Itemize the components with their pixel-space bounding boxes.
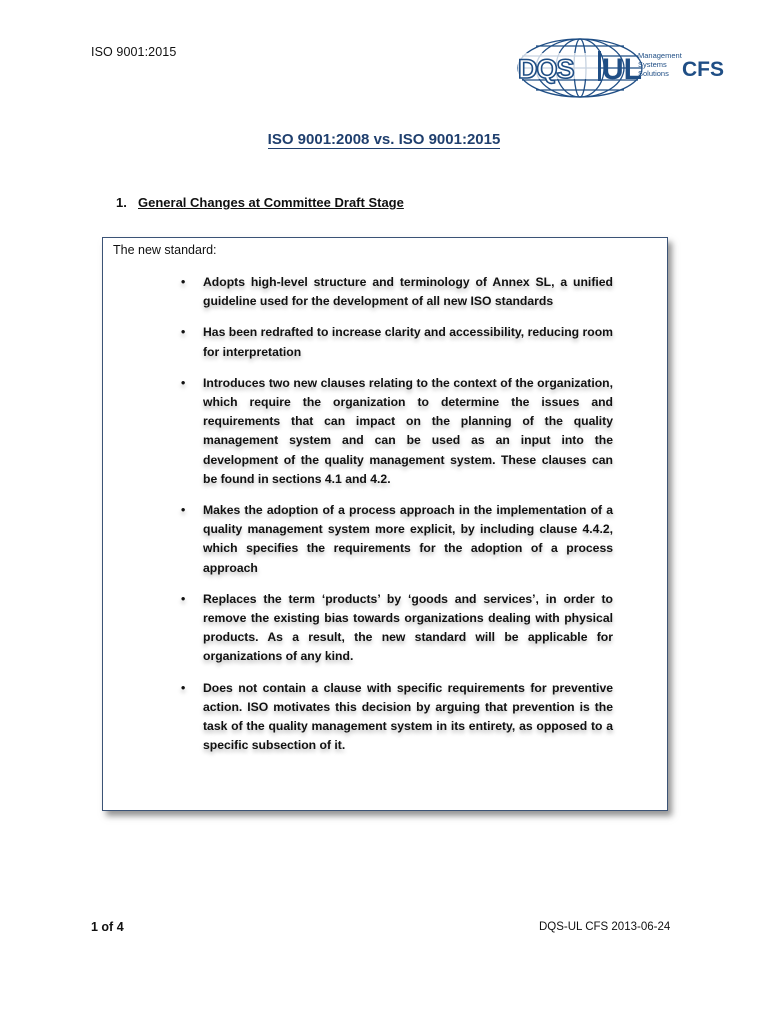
list-item-text: Introduces two new clauses relating to the context of the organization, which require the organization to determine the issues and requirements that can impact on the planning of the quality management system and can be used as an input into the development of the quality management system. These clauses can be found in sections 4.1 and 4.2. <box>203 375 613 486</box>
page-number: 1 of 4 <box>91 920 124 934</box>
list-item <box>181 374 613 489</box>
bullet-icon: • <box>181 503 186 518</box>
list-item <box>181 590 613 667</box>
section-number: 1. <box>116 195 127 210</box>
document-title-text: ISO 9001:2008 vs. ISO 9001:2015 <box>267 131 501 148</box>
globe-logo-icon <box>514 36 724 100</box>
logo-subtitle-2: Systems <box>638 60 667 69</box>
list-item <box>181 273 613 311</box>
section-heading <box>116 195 404 210</box>
bullet-icon: • <box>181 680 186 695</box>
list-item-text: Does not contain a clause with specific requirements for preventive action. ISO motivates this decision by arguing that prevention is the task of the quality management system in its entirety, as opposed to a specific subsection of it. <box>203 680 613 753</box>
section-title: General Changes at Committee Draft Stage <box>138 195 404 210</box>
list-item-text: Replaces the term ‘products’ by ‘goods and services’, in order to remove the existing bias towards organizations dealing with physical products. As a result, the new standard will be applicable for organizations of any kind. <box>203 591 613 664</box>
bullet-icon: • <box>181 591 186 606</box>
logo-ul-text: UL <box>602 53 642 86</box>
document-title <box>0 131 768 148</box>
list-item-text: Makes the adoption of a process approach in the implementation of a quality management system more explicit, by including clause 4.4.2, which specifies the requirements for the adoption of a process approach <box>203 503 613 575</box>
header-standard: ISO 9001:2015 <box>91 45 177 59</box>
bullet-icon: • <box>181 375 186 390</box>
logo-cfs-text: CFS <box>682 58 724 81</box>
list-item-text: Has been redrafted to increase clarity and accessibility, reducing room for interpretation <box>203 325 613 359</box>
list-item <box>181 679 613 756</box>
logo-subtitle-3: Solutions <box>638 69 669 78</box>
box-intro: The new standard: <box>113 243 217 257</box>
changes-box <box>102 237 668 811</box>
list-item <box>181 501 613 578</box>
changes-list <box>181 273 613 767</box>
list-item <box>181 323 613 361</box>
bullet-icon: • <box>181 325 186 340</box>
logo-dqs-text: DQS <box>518 54 574 84</box>
logo-subtitle-1: Management <box>638 51 682 60</box>
bullet-icon: • <box>181 275 186 289</box>
dqs-ul-logo <box>514 36 724 100</box>
list-item-text: Adopts high-level structure and terminology of Annex SL, a unified guideline used for the development of all new ISO standards <box>203 275 613 309</box>
document-reference: DQS-UL CFS 2013-06-24 <box>539 921 671 933</box>
